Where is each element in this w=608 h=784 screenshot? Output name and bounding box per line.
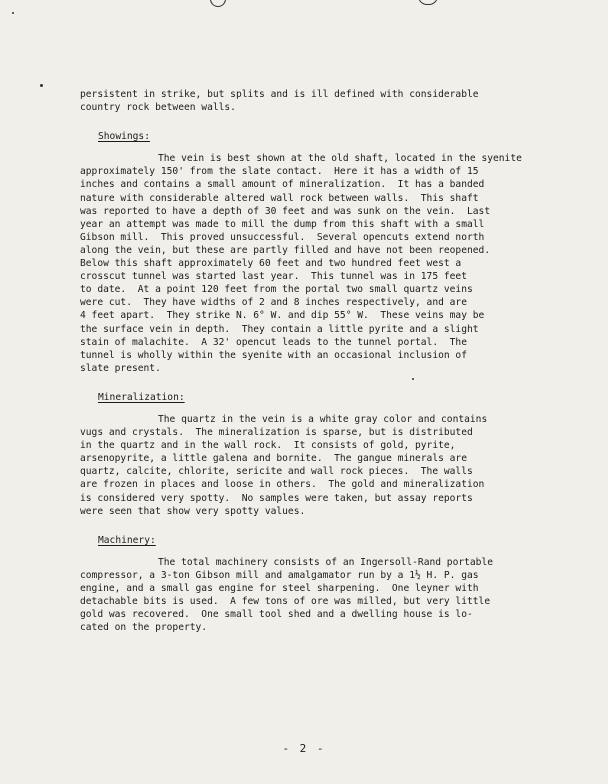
scan-speck [40, 84, 43, 87]
page-number: - 2 - [282, 742, 326, 755]
section-showings [80, 114, 575, 375]
intro-paragraph: persistent in strike, but splits and is ill defined with considerable country rock between walls. [80, 89, 479, 114]
section-heading: Showings: [98, 131, 150, 143]
section-heading: Mineralization: [98, 391, 185, 403]
section-mineralization [80, 375, 575, 518]
handwritten-mark [418, 0, 438, 5]
section-body: The total machinery consists of an Ingersoll-Rand portable compressor, a 3-ton Gibson mill and amalgamator run by a 1½ H. P. gas engine, and a small gas engine for steel sharpening. One leyner with detachable bits is used. A few tons of ore was milled, but very little gold was recovered. One small tool shed and a dwelling house is lo- cated on the property. [80, 556, 494, 634]
document-body [80, 88, 575, 634]
section-heading: Machinery: [98, 534, 156, 546]
scan-speck [12, 12, 14, 14]
section-machinery [80, 518, 575, 635]
section-body: The vein is best shown at the old shaft, located in the syenite approximately 150' from the slate contact. Here it has a width of 15 inches and contains a small amount of mineralization. It has a banded nature with considerable altered wall rock between walls. This shaft was reported to have a depth of 30 feet and was sunk on the vein. Last year an attempt was made to mill the dump from this shaft with a small Gibson mill. This proved unsuccessful. Several opencuts extend north along the vein, but these are partly filled and have not been reopened. Below this shaft approximately 60 feet and two hundred feet west a crosscut tunnel was started last year. This tunnel was in 175 feet to date. At a point 120 feet from the portal two small quartz veins were cut. They have widths of 2 and 8 inches respectively, and are 4 feet apart. They strike N. 6° W. and dip 55° W. These veins may be the surface vein in depth. They contain a little pyrite and a slight stain of malachite. A 32' opencut leads to the tunnel portal. The tunnel is wholly within the syenite with an occasional inclusion of slate present. [80, 153, 522, 374]
handwritten-mark [210, 0, 226, 7]
section-body: The quartz in the vein is a white gray color and contains vugs and crystals. The mineralization is sparse, but is distributed in the quartz and in the wall rock. It consists of gold, pyrite, arsenopyrite, a little galena and bornite. The gangue minerals are quartz, calcite, chlorite, sericite and wall rock pieces. The walls are frozen in places and loose in others. The gold and mineralization is considered very spotty. No samples were taken, but assay reports were seen that show very spotty values. [80, 413, 488, 517]
